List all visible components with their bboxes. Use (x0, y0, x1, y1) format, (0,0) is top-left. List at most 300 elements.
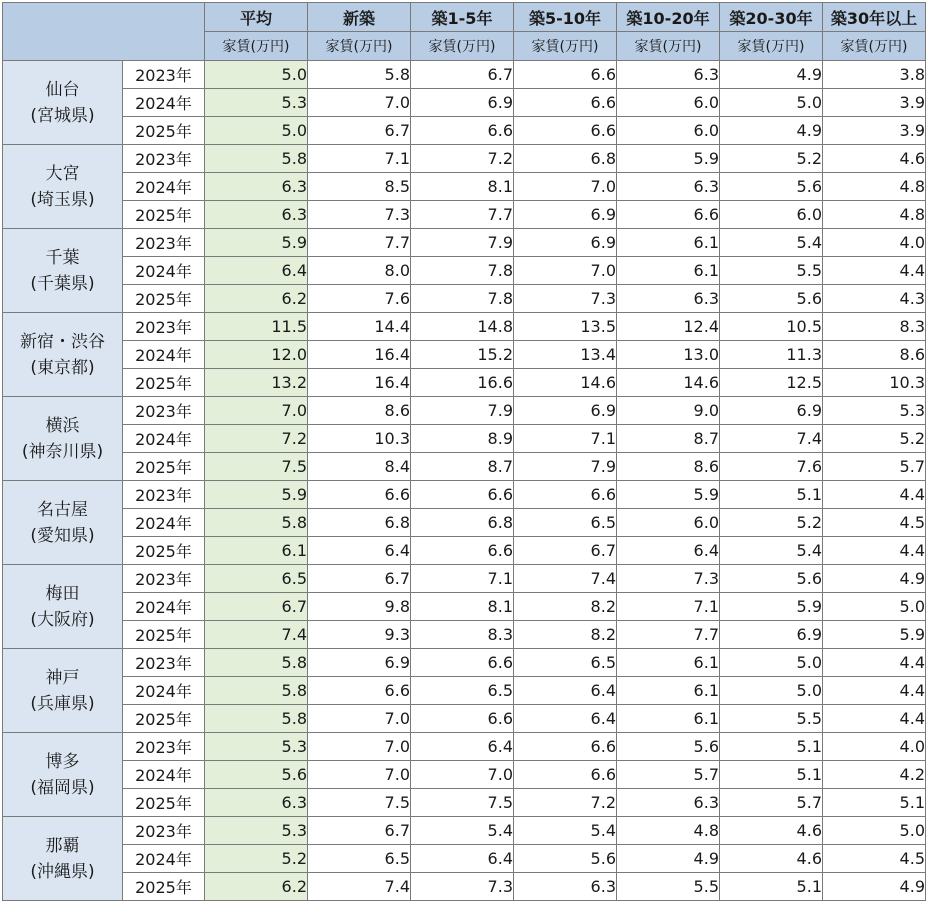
rent-cell: 6.0 (720, 201, 823, 229)
rent-cell: 8.6 (308, 397, 411, 425)
rent-cell: 5.0 (720, 649, 823, 677)
table-row (3, 509, 926, 537)
average-rent-cell: 6.7 (205, 593, 308, 621)
rent-cell: 6.4 (308, 537, 411, 565)
rent-cell: 5.4 (411, 817, 514, 845)
rent-cell: 7.9 (411, 229, 514, 257)
rent-cell: 14.6 (514, 369, 617, 397)
table-row (3, 845, 926, 873)
table-row (3, 649, 926, 677)
rent-cell: 8.6 (823, 341, 926, 369)
city-cell (3, 229, 123, 313)
rent-cell: 6.6 (514, 61, 617, 89)
prefecture-name: (東京都) (30, 357, 95, 378)
rent-cell: 10.5 (720, 313, 823, 341)
column-header: 平均 (205, 3, 308, 32)
rent-cell: 8.1 (411, 173, 514, 201)
table-row (3, 61, 926, 89)
year-cell: 2025年 (123, 453, 205, 481)
rent-cell: 6.9 (514, 397, 617, 425)
rent-cell: 8.0 (308, 257, 411, 285)
rent-cell: 6.4 (411, 845, 514, 873)
rent-cell: 5.6 (720, 285, 823, 313)
rent-cell: 4.8 (617, 817, 720, 845)
rent-cell: 8.3 (411, 621, 514, 649)
average-rent-cell: 7.4 (205, 621, 308, 649)
rent-cell: 13.5 (514, 313, 617, 341)
table-row (3, 761, 926, 789)
rent-cell: 5.6 (617, 733, 720, 761)
table-body (3, 61, 926, 901)
rent-cell: 6.6 (514, 89, 617, 117)
rent-cell: 6.5 (308, 845, 411, 873)
city-name: 博多 (45, 751, 80, 772)
rent-cell: 7.8 (411, 257, 514, 285)
average-rent-cell: 6.3 (205, 173, 308, 201)
rent-cell: 4.5 (823, 509, 926, 537)
rent-cell: 6.9 (308, 649, 411, 677)
table-row (3, 173, 926, 201)
column-header: 新築 (308, 3, 411, 32)
rent-cell: 14.8 (411, 313, 514, 341)
rent-cell: 6.9 (411, 89, 514, 117)
rent-cell: 5.5 (720, 705, 823, 733)
rent-cell: 8.3 (823, 313, 926, 341)
rent-cell: 6.1 (617, 229, 720, 257)
rent-cell: 8.1 (411, 593, 514, 621)
year-cell: 2023年 (123, 733, 205, 761)
city-cell (3, 145, 123, 229)
table-row (3, 817, 926, 845)
table-row (3, 677, 926, 705)
prefecture-name: (神奈川県) (21, 441, 104, 462)
table-row (3, 621, 926, 649)
rent-cell: 7.2 (411, 145, 514, 173)
rent-cell: 5.0 (823, 593, 926, 621)
rent-cell: 6.3 (514, 873, 617, 901)
year-cell: 2025年 (123, 285, 205, 313)
rent-cell: 7.0 (308, 761, 411, 789)
rent-cell: 5.9 (823, 621, 926, 649)
rent-cell: 6.6 (411, 537, 514, 565)
rent-cell: 11.3 (720, 341, 823, 369)
rent-cell: 6.3 (617, 173, 720, 201)
city-name: 那覇 (45, 835, 80, 856)
rent-cell: 7.3 (617, 565, 720, 593)
rent-cell: 7.7 (411, 201, 514, 229)
rent-cell: 8.7 (617, 425, 720, 453)
rent-cell: 5.2 (823, 425, 926, 453)
average-rent-cell: 5.9 (205, 229, 308, 257)
rent-cell: 6.4 (411, 733, 514, 761)
rent-cell: 7.7 (308, 229, 411, 257)
year-cell: 2023年 (123, 145, 205, 173)
rent-cell: 5.7 (617, 761, 720, 789)
year-cell: 2024年 (123, 257, 205, 285)
table-row (3, 873, 926, 901)
rent-cell: 4.4 (823, 705, 926, 733)
average-rent-cell: 6.3 (205, 789, 308, 817)
rent-cell: 7.7 (617, 621, 720, 649)
city-name: 梅田 (45, 583, 80, 604)
city-name: 仙台 (45, 79, 80, 100)
rent-cell: 6.8 (308, 509, 411, 537)
city-name: 大宮 (45, 163, 80, 184)
rent-cell: 7.3 (411, 873, 514, 901)
rent-cell: 8.2 (514, 593, 617, 621)
rent-cell: 5.9 (617, 481, 720, 509)
rent-cell: 5.1 (720, 481, 823, 509)
rent-cell: 4.8 (823, 173, 926, 201)
year-cell: 2023年 (123, 313, 205, 341)
rent-cell: 9.3 (308, 621, 411, 649)
column-header: 築30年以上 (823, 3, 926, 32)
year-cell: 2025年 (123, 873, 205, 901)
rent-cell: 6.6 (308, 677, 411, 705)
rent-cell: 5.1 (720, 733, 823, 761)
rent-cell: 6.1 (617, 257, 720, 285)
city-cell (3, 733, 123, 817)
rent-cell: 16.4 (308, 369, 411, 397)
rent-cell: 16.6 (411, 369, 514, 397)
average-rent-cell: 13.2 (205, 369, 308, 397)
year-cell: 2023年 (123, 817, 205, 845)
average-rent-cell: 5.8 (205, 705, 308, 733)
table-row (3, 705, 926, 733)
city-cell (3, 61, 123, 145)
year-cell: 2024年 (123, 761, 205, 789)
city-cell (3, 313, 123, 397)
rent-cell: 6.9 (514, 201, 617, 229)
city-name: 神戸 (45, 667, 80, 688)
year-cell: 2023年 (123, 397, 205, 425)
average-rent-cell: 5.8 (205, 677, 308, 705)
table-row (3, 369, 926, 397)
average-rent-cell: 6.5 (205, 565, 308, 593)
year-cell: 2024年 (123, 845, 205, 873)
rent-cell: 5.2 (720, 145, 823, 173)
rent-cell: 4.3 (823, 285, 926, 313)
rent-cell: 7.9 (514, 453, 617, 481)
year-cell: 2024年 (123, 593, 205, 621)
average-rent-cell: 7.0 (205, 397, 308, 425)
rent-cell: 10.3 (823, 369, 926, 397)
rent-cell: 6.8 (411, 509, 514, 537)
rent-cell: 7.0 (308, 89, 411, 117)
rent-cell: 6.5 (514, 649, 617, 677)
table-row (3, 285, 926, 313)
rent-cell: 5.4 (720, 537, 823, 565)
rent-cell: 7.0 (514, 257, 617, 285)
column-header: 築5-10年 (514, 3, 617, 32)
rent-cell: 6.6 (411, 481, 514, 509)
rent-cell: 6.5 (411, 677, 514, 705)
rent-cell: 5.1 (720, 761, 823, 789)
average-rent-cell: 7.2 (205, 425, 308, 453)
table-row (3, 117, 926, 145)
rent-cell: 6.0 (617, 117, 720, 145)
year-cell: 2025年 (123, 369, 205, 397)
rent-cell: 4.0 (823, 733, 926, 761)
rent-cell: 4.9 (823, 565, 926, 593)
year-cell: 2023年 (123, 565, 205, 593)
rent-cell: 6.3 (617, 285, 720, 313)
rent-cell: 4.5 (823, 845, 926, 873)
year-cell: 2024年 (123, 173, 205, 201)
column-unit: 家賃(万円) (205, 32, 308, 61)
year-cell: 2024年 (123, 425, 205, 453)
table-row (3, 313, 926, 341)
rent-cell: 3.8 (823, 61, 926, 89)
average-rent-cell: 6.3 (205, 201, 308, 229)
rent-cell: 5.5 (617, 873, 720, 901)
rent-cell: 4.4 (823, 537, 926, 565)
rent-cell: 6.7 (514, 537, 617, 565)
rent-cell: 6.6 (411, 705, 514, 733)
rent-cell: 7.2 (514, 789, 617, 817)
column-unit: 家賃(万円) (514, 32, 617, 61)
year-cell: 2025年 (123, 537, 205, 565)
column-header: 築1-5年 (411, 3, 514, 32)
year-cell: 2024年 (123, 677, 205, 705)
rent-cell: 8.5 (308, 173, 411, 201)
year-cell: 2024年 (123, 341, 205, 369)
rent-cell: 7.0 (308, 733, 411, 761)
prefecture-name: (大阪府) (30, 609, 95, 630)
rent-cell: 7.4 (308, 873, 411, 901)
rent-cell: 13.4 (514, 341, 617, 369)
rent-cell: 4.4 (823, 481, 926, 509)
rent-cell: 6.3 (617, 61, 720, 89)
rent-cell: 7.8 (411, 285, 514, 313)
rent-cell: 4.9 (617, 845, 720, 873)
table-row (3, 397, 926, 425)
rent-cell: 6.7 (308, 565, 411, 593)
header-row-labels (3, 3, 926, 32)
rent-cell: 6.6 (617, 201, 720, 229)
average-rent-cell: 6.2 (205, 873, 308, 901)
average-rent-cell: 6.4 (205, 257, 308, 285)
table-row (3, 733, 926, 761)
prefecture-name: (埼玉県) (30, 189, 95, 210)
city-cell (3, 817, 123, 901)
rent-cell: 6.6 (514, 481, 617, 509)
rent-cell: 7.5 (308, 789, 411, 817)
rent-cell: 7.6 (720, 453, 823, 481)
average-rent-cell: 6.2 (205, 285, 308, 313)
rent-cell: 5.1 (720, 873, 823, 901)
rent-cell: 13.0 (617, 341, 720, 369)
column-unit: 家賃(万円) (411, 32, 514, 61)
rent-cell: 5.0 (823, 817, 926, 845)
rent-cell: 5.4 (720, 229, 823, 257)
table-row (3, 229, 926, 257)
average-rent-cell: 5.3 (205, 733, 308, 761)
rent-cell: 7.1 (308, 145, 411, 173)
rent-cell: 6.1 (617, 649, 720, 677)
table-row (3, 537, 926, 565)
year-cell: 2023年 (123, 61, 205, 89)
city-name: 横浜 (45, 415, 80, 436)
average-rent-cell: 5.2 (205, 845, 308, 873)
table-row (3, 145, 926, 173)
rent-cell: 4.0 (823, 229, 926, 257)
rent-cell: 16.4 (308, 341, 411, 369)
rent-cell: 6.1 (617, 677, 720, 705)
rent-cell: 14.6 (617, 369, 720, 397)
rent-cell: 10.3 (308, 425, 411, 453)
rent-cell: 8.2 (514, 621, 617, 649)
rent-cell: 6.7 (308, 817, 411, 845)
rent-cell: 6.0 (617, 509, 720, 537)
average-rent-cell: 5.3 (205, 89, 308, 117)
city-cell (3, 649, 123, 733)
rent-cell: 6.6 (308, 481, 411, 509)
average-rent-cell: 5.0 (205, 61, 308, 89)
rent-cell: 4.6 (720, 845, 823, 873)
city-name: 千葉 (45, 247, 80, 268)
rent-cell: 4.8 (823, 201, 926, 229)
column-unit: 家賃(万円) (720, 32, 823, 61)
rent-cell: 6.4 (514, 677, 617, 705)
rent-cell: 7.4 (720, 425, 823, 453)
year-cell: 2023年 (123, 649, 205, 677)
year-cell: 2025年 (123, 789, 205, 817)
rent-cell: 6.7 (308, 117, 411, 145)
rent-cell: 4.9 (823, 873, 926, 901)
rent-cell: 3.9 (823, 117, 926, 145)
table-row (3, 481, 926, 509)
table-row (3, 425, 926, 453)
prefecture-name: (愛知県) (30, 525, 95, 546)
year-cell: 2024年 (123, 509, 205, 537)
rent-cell: 5.8 (308, 61, 411, 89)
rent-cell: 4.9 (720, 61, 823, 89)
rent-cell: 6.9 (720, 397, 823, 425)
rent-cell: 6.4 (514, 705, 617, 733)
rent-cell: 7.1 (514, 425, 617, 453)
column-unit: 家賃(万円) (823, 32, 926, 61)
rent-cell: 7.0 (308, 705, 411, 733)
city-cell (3, 565, 123, 649)
rent-cell: 5.9 (720, 593, 823, 621)
header-corner (3, 3, 205, 61)
rent-cell: 6.9 (720, 621, 823, 649)
rent-cell: 5.6 (720, 173, 823, 201)
rent-cell: 5.6 (514, 845, 617, 873)
prefecture-name: (福岡県) (30, 777, 95, 798)
rent-cell: 7.1 (617, 593, 720, 621)
rent-cell: 6.6 (514, 761, 617, 789)
rent-cell: 6.6 (514, 117, 617, 145)
rent-cell: 4.6 (823, 145, 926, 173)
rent-cell: 15.2 (411, 341, 514, 369)
rent-cell: 14.4 (308, 313, 411, 341)
table-row (3, 565, 926, 593)
rent-cell: 5.5 (720, 257, 823, 285)
rent-cell: 5.3 (823, 397, 926, 425)
table-row (3, 257, 926, 285)
city-cell (3, 397, 123, 481)
rent-cell: 7.3 (514, 285, 617, 313)
average-rent-cell: 11.5 (205, 313, 308, 341)
city-name: 新宿・渋谷 (20, 331, 105, 352)
rent-cell: 7.5 (411, 789, 514, 817)
rent-cell: 4.6 (720, 817, 823, 845)
city-name: 名古屋 (37, 499, 88, 520)
rent-cell: 4.4 (823, 649, 926, 677)
average-rent-cell: 5.9 (205, 481, 308, 509)
rent-cell: 5.0 (720, 677, 823, 705)
average-rent-cell: 5.8 (205, 145, 308, 173)
rent-cell: 6.4 (617, 537, 720, 565)
rent-cell: 8.4 (308, 453, 411, 481)
city-cell (3, 481, 123, 565)
average-rent-cell: 7.5 (205, 453, 308, 481)
rent-cell: 3.9 (823, 89, 926, 117)
table-row (3, 89, 926, 117)
rent-cell: 9.0 (617, 397, 720, 425)
year-cell: 2023年 (123, 229, 205, 257)
rent-cell: 5.9 (617, 145, 720, 173)
rent-cell: 6.6 (514, 733, 617, 761)
rent-cell: 4.9 (720, 117, 823, 145)
rent-cell: 5.4 (514, 817, 617, 845)
average-rent-cell: 5.3 (205, 817, 308, 845)
rent-cell: 5.1 (823, 789, 926, 817)
rent-cell: 7.9 (411, 397, 514, 425)
rent-cell: 7.4 (514, 565, 617, 593)
rent-cell: 8.6 (617, 453, 720, 481)
rent-cell: 6.9 (514, 229, 617, 257)
average-rent-cell: 12.0 (205, 341, 308, 369)
column-unit: 家賃(万円) (617, 32, 720, 61)
table-row (3, 453, 926, 481)
rent-cell: 4.4 (823, 257, 926, 285)
rent-cell: 5.2 (720, 509, 823, 537)
rent-cell: 7.6 (308, 285, 411, 313)
rent-cell: 12.5 (720, 369, 823, 397)
prefecture-name: (宮城県) (30, 105, 95, 126)
year-cell: 2025年 (123, 621, 205, 649)
rent-cell: 6.5 (514, 509, 617, 537)
rent-cell: 6.8 (514, 145, 617, 173)
year-cell: 2025年 (123, 201, 205, 229)
column-header: 築10-20年 (617, 3, 720, 32)
column-unit: 家賃(万円) (308, 32, 411, 61)
rent-cell: 7.3 (308, 201, 411, 229)
rent-cell: 4.4 (823, 677, 926, 705)
year-cell: 2025年 (123, 117, 205, 145)
rent-cell: 5.7 (823, 453, 926, 481)
rent-cell: 7.0 (411, 761, 514, 789)
rent-cell: 4.2 (823, 761, 926, 789)
table-row (3, 341, 926, 369)
rent-cell: 8.9 (411, 425, 514, 453)
year-cell: 2023年 (123, 481, 205, 509)
table-row (3, 789, 926, 817)
rent-cell: 6.1 (617, 705, 720, 733)
column-header: 築20-30年 (720, 3, 823, 32)
rent-cell: 6.7 (411, 61, 514, 89)
average-rent-cell: 5.6 (205, 761, 308, 789)
rent-cell: 5.7 (720, 789, 823, 817)
rent-cell: 8.7 (411, 453, 514, 481)
rent-cell: 7.1 (411, 565, 514, 593)
prefecture-name: (千葉県) (30, 273, 95, 294)
rent-cell: 6.6 (411, 117, 514, 145)
rent-cell: 6.3 (617, 789, 720, 817)
